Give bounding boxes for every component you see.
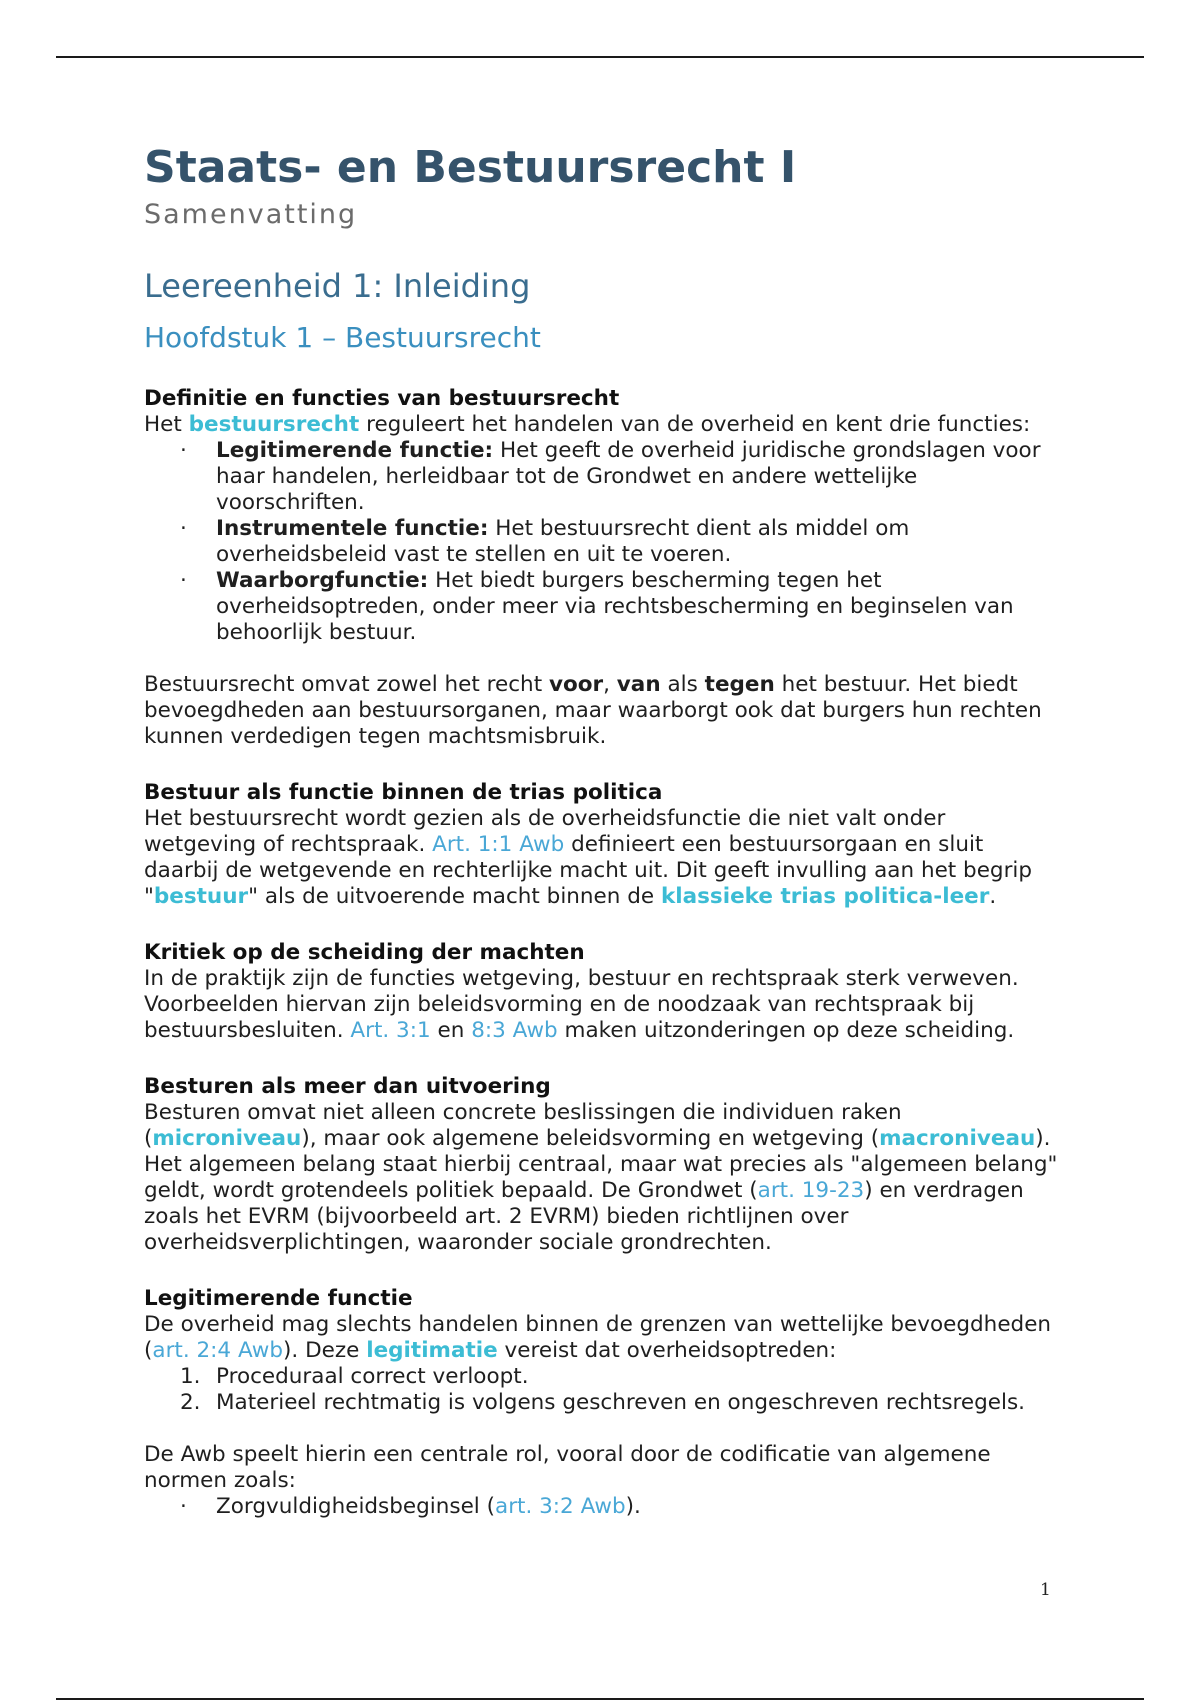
paragraph: In de praktijk zijn de functies wetgeving, bestuur en rechtspraak sterk verweven. Voorbeelden hiervan zijn beleidsvorming en de noodzaak van rechtspraak bij bestuursbesluiten. Art. 3:1 en 8:3 Awb maken uitzonderingen op deze scheiding. <box>144 966 1019 1043</box>
list-item: 1. Proceduraal correct verloopt. <box>180 1364 529 1389</box>
section-heading: Definitie en functies van bestuursrecht <box>144 386 620 411</box>
function-list <box>144 438 1064 646</box>
norm-list <box>144 1494 1064 1520</box>
law-reference: art. 19-23 <box>757 1178 865 1203</box>
paragraph: De overheid mag slechts handelen binnen de grenzen van wettelijke bevoegdheden (art. 2:4 Awb). Deze legitimatie vereist dat overheidsoptreden: <box>144 1312 1052 1363</box>
key-term: klassieke trias politica-leer <box>660 884 990 909</box>
section-legitimerende-functie <box>144 1286 1064 1520</box>
section-heading: Kritiek op de scheiding der machten <box>144 940 585 965</box>
section-heading: Besturen als meer dan uitvoering <box>144 1074 551 1099</box>
document-page <box>144 140 1064 1520</box>
paragraph: Bestuursrecht omvat zowel het recht voor, van als tegen het bestuur. Het biedt bevoegdheden aan bestuursorganen, maar waarborgt ook dat burgers hun rechten kunnen verdedigen tegen machtsmisbruik. <box>144 672 1042 749</box>
law-reference: art. 2:4 Awb <box>152 1338 284 1363</box>
list-item: · Legitimerende functie: Het geeft de overheid juridische grondslagen voor haar handelen, herleidbaar tot de Grondwet en andere wettelijke voorschriften. <box>144 438 1064 516</box>
numbered-list <box>144 1364 1064 1416</box>
key-term: bestuursrecht <box>188 412 360 437</box>
law-reference: 8:3 Awb <box>471 1018 558 1043</box>
paragraph: Besturen omvat niet alleen concrete beslissingen die individuen raken (microniveau), maar ook algemene beleidsvorming en wetgeving (macroniveau). Het algemeen belang staat hierbij centraal, maar wat precies als "algemeen belang" geldt, wordt grotendeels politiek bepaald. De Grondwet (art. 19-23) en verdragen zoals het EVRM (bijvoorbeeld art. 2 EVRM) bieden richtlijnen over overheidsverplichtingen, waaronder sociale grondrechten. <box>144 1100 1058 1255</box>
list-item: · Instrumentele functie: Het bestuursrecht dient als middel om overheidsbeleid vast te stellen en uit te voeren. <box>144 516 1064 568</box>
list-item: · Zorgvuldigheidsbeginsel (art. 3:2 Awb). <box>144 1494 1064 1520</box>
list-item: · Waarborgfunctie: Het biedt burgers bescherming tegen het overheidsoptreden, onder meer via rechtsbescherming en beginselen van behoorlijk bestuur. <box>144 568 1064 646</box>
paragraph: Het bestuursrecht wordt gezien als de overheidsfunctie die niet valt onder wetgeving of rechtspraak. Art. 1:1 Awb definieert een bestuursorgaan en sluit daarbij de wetgevende en rechterlijke macht uit. Dit geeft invulling aan het begrip "bestuur" als de uitvoerende macht binnen de klassieke trias politica-leer. <box>144 806 1033 909</box>
key-term: bestuur <box>153 884 249 909</box>
paragraph: Het bestuursrecht reguleert het handelen van de overheid en kent drie functies: <box>144 412 1031 437</box>
document-subtitle: Samenvatting <box>144 199 358 230</box>
document-title: Staats- en Bestuursrecht I <box>144 142 797 193</box>
paragraph: De Awb speelt hierin een centrale rol, vooral door de codificatie van algemene normen zoals: <box>144 1442 991 1493</box>
section-kritiek <box>144 940 1064 1044</box>
list-item: 2. Materieel rechtmatig is volgens geschreven en ongeschreven rechtsregels. <box>180 1390 1026 1415</box>
section-definitie <box>144 386 1064 750</box>
header-rule <box>56 56 1144 58</box>
unit-heading: Leereenheid 1: Inleiding <box>144 267 531 305</box>
law-reference: Art. 1:1 Awb <box>432 832 565 857</box>
law-reference: art. 3:2 Awb <box>495 1494 626 1519</box>
section-heading: Bestuur als functie binnen de trias politica <box>144 780 663 805</box>
law-reference: Art. 3:1 <box>350 1018 431 1043</box>
chapter-heading: Hoofdstuk 1 – Bestuursrecht <box>144 321 541 354</box>
section-trias-politica <box>144 780 1064 910</box>
key-term: legitimatie <box>366 1338 498 1363</box>
page-number: 1 <box>1040 1580 1051 1600</box>
section-besturen <box>144 1074 1064 1256</box>
section-heading: Legitimerende functie <box>144 1286 413 1311</box>
key-term: microniveau <box>152 1126 302 1151</box>
key-term: macroniveau <box>879 1126 1036 1151</box>
